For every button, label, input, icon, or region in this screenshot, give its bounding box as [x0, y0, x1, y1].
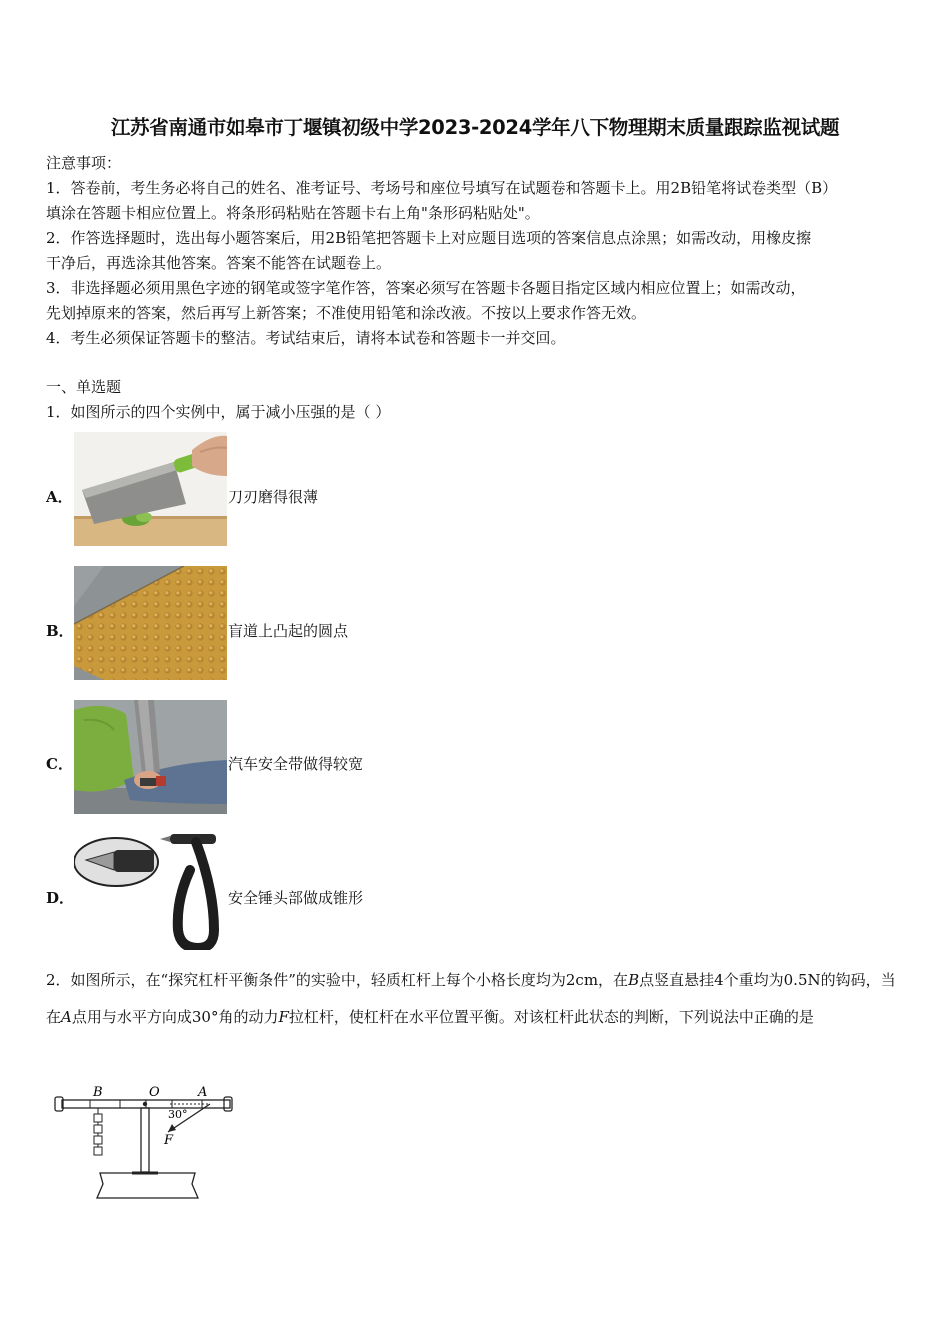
notice-line: 2．作答选择题时，选出每小题答案后，用2B铅笔把答题卡上对应题目选项的答案信息点涂黑；如需改动，用橡皮擦 [46, 229, 812, 247]
notice-heading: 注意事项： [46, 154, 122, 172]
notice-line: 4．考生必须保证答题卡的整洁。考试结束后，请将本试卷和答题卡一并交回。 [46, 329, 566, 347]
option-a-text: 刀刃磨得很薄 [228, 488, 319, 506]
q2-point-b: B [628, 971, 640, 989]
q2-text: 点用与水平方向成30°角的动力 [71, 1008, 279, 1026]
option-b-letter: B． [46, 622, 74, 640]
label-a: A [198, 1085, 208, 1100]
option-c-text: 汽车安全带做得较宽 [228, 755, 364, 773]
notice-line: 干净后，再选涂其他答案。答案不能答在试题卷上。 [46, 254, 392, 272]
option-a-letter: A． [46, 488, 73, 506]
page-title: 江苏省南通市如皋市丁堰镇初级中学2023-2024学年八下物理期末质量跟踪监视试题 [110, 116, 840, 139]
notice-line: 1．答卷前，考生务必将自己的姓名、准考证号、考场号和座位号填写在试题卷和答题卡上。用2B铅笔将试卷类型（B） [46, 179, 838, 197]
tactile-paving-image [74, 566, 227, 680]
knife-image [74, 432, 227, 546]
label-f: F [164, 1133, 174, 1148]
section-heading: 一、单选题 [46, 378, 122, 396]
q2-point-a: A [61, 1008, 72, 1026]
notice-line: 填涂在答题卡相应位置上。将条形码粘贴在答题卡右上角"条形码粘贴处"。 [46, 204, 540, 222]
q2-text: 点竖直悬挂4个重均为0.5N的钩码，当在 [46, 971, 896, 1026]
question-2-stem [46, 962, 904, 1036]
q2-text: 2．如图所示，在“探究杠杆平衡条件”的实验中，轻质杠杆上每个小格长度均为2cm，在 [46, 971, 629, 989]
option-c-letter: C． [46, 755, 73, 773]
label-o: O [149, 1085, 160, 1100]
label-angle: 30° [168, 1108, 188, 1121]
seat-belt-image [74, 700, 227, 814]
q2-force-f: F [278, 1008, 289, 1026]
question-1-stem: 1．如图所示的四个实例中，属于减小压强的是（ ） [46, 403, 391, 421]
notice-line: 3．非选择题必须用黑色字迹的钢笔或签字笔作答，答案必须写在答题卡各题目指定区域内相应位置上；如需改动， [46, 279, 806, 297]
notice-line: 先划掉原来的答案，然后再写上新答案；不准使用铅笔和涂改液。不按以上要求作答无效。 [46, 304, 647, 322]
option-d-text: 安全锤头部做成锥形 [228, 889, 364, 907]
safety-hammer-image [74, 830, 227, 950]
label-b: B [93, 1085, 103, 1100]
option-b-text: 盲道上凸起的圆点 [228, 622, 349, 640]
q2-text: 拉杠杆，使杠杆在水平位置平衡。对该杠杆此状态的判断，下列说法中正确的是 [288, 1008, 814, 1026]
lever-diagram [50, 1080, 250, 1200]
option-d-letter: D． [46, 889, 75, 907]
